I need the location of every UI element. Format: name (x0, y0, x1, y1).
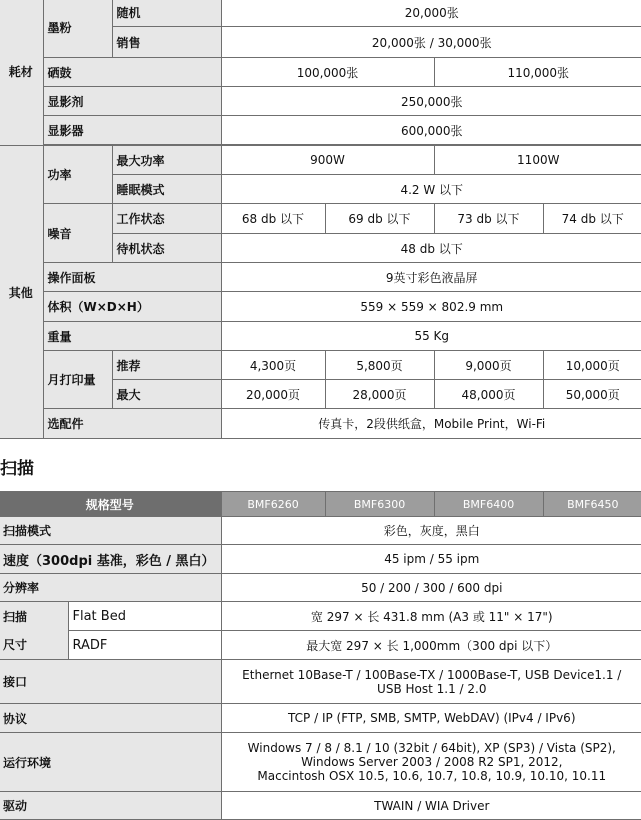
standby-label: 待机状态 (112, 234, 221, 263)
interface-line: Ethernet 10Base-T / 100Base-TX / 1000Base-T, USB Device1.1 / (242, 667, 622, 682)
panel-label: 操作面板 (43, 263, 221, 292)
weight-label: 重量 (43, 322, 221, 351)
bundled-label: 随机 (112, 0, 221, 27)
drum-value: 110,000张 (434, 58, 641, 87)
model-name: BMF6450 (543, 492, 641, 517)
os-label: 运行环境 (0, 733, 221, 792)
toner-label: 墨粉 (43, 0, 112, 58)
interface-value (221, 660, 641, 704)
working-label: 工作状态 (112, 204, 221, 234)
sleep-label: 睡眠模式 (112, 175, 221, 204)
max-value: 20,000页 (221, 380, 325, 409)
model-header: 规格型号 (0, 492, 221, 517)
flatbed-label: Flat Bed (68, 602, 221, 631)
radf-value: 最大宽 297 × 长 1,000mm（300 dpi 以下） (221, 631, 641, 660)
recommended-value: 5,800页 (325, 351, 434, 380)
model-name: BMF6400 (434, 492, 543, 517)
recommended-value: 4,300页 (221, 351, 325, 380)
volume-value: 559 × 559 × 802.9 mm (221, 292, 641, 322)
drum-label: 硒鼓 (43, 58, 221, 87)
panel-value: 9英寸彩色液晶屏 (221, 263, 641, 292)
developer-unit-value: 600,000张 (221, 116, 641, 145)
standby-value: 48 db 以下 (221, 234, 641, 263)
interface-label: 接口 (0, 660, 221, 704)
protocol-label: 协议 (0, 704, 221, 733)
developer-value: 250,000张 (221, 87, 641, 116)
max-power-label: 最大功率 (112, 146, 221, 175)
max-power-value: 900W (221, 146, 434, 175)
interface-line: USB Host 1.1 / 2.0 (377, 681, 487, 696)
power-label: 功率 (43, 146, 112, 204)
os-line: Maccintosh OSX 10.5, 10.6, 10.7, 10.8, 10.9, 10.10, 10.11 (257, 769, 607, 783)
max-value: 28,000页 (325, 380, 434, 409)
model-name: BMF6260 (221, 492, 325, 517)
drum-value: 100,000张 (221, 58, 434, 87)
scan-mode-value: 彩色，灰度，黑白 (221, 517, 641, 545)
working-value: 73 db 以下 (434, 204, 543, 234)
os-line: Windows Server 2003 / 2008 R2 SP1, 2012, (301, 755, 563, 769)
section-title-scan: 扫描 (0, 459, 34, 479)
recommended-value: 10,000页 (543, 351, 641, 380)
flatbed-value: 宽 297 × 长 431.8 mm (A3 或 11" × 17") (221, 602, 641, 631)
resolution-label: 分辨率 (0, 574, 221, 602)
scan-size-label: 尺寸 (0, 631, 68, 660)
volume-label: 体积（W×D×H） (43, 292, 221, 322)
radf-label: RADF (68, 631, 221, 660)
scan-speed-value: 45 ipm / 55 ipm (221, 545, 641, 574)
os-value (221, 733, 641, 792)
consumables-group-label: 耗材 (0, 0, 43, 146)
resolution-value: 50 / 200 / 300 / 600 dpi (221, 574, 641, 602)
spec-table-scan (0, 491, 641, 820)
working-value: 69 db 以下 (325, 204, 434, 234)
driver-label: 驱动 (0, 792, 221, 820)
developer-label: 显影剂 (43, 87, 221, 116)
monthly-label: 月打印量 (43, 351, 112, 409)
max-value: 48,000页 (434, 380, 543, 409)
protocol-value: TCP / IP (FTP, SMB, SMTP, WebDAV) (IPv4 / IPv6) (221, 704, 641, 733)
options-value: 传真卡，2段供纸盒，Mobile Print，Wi-Fi (221, 409, 641, 439)
max-label: 最大 (112, 380, 221, 409)
recommended-value: 9,000页 (434, 351, 543, 380)
sale-value: 20,000张 / 30,000张 (221, 27, 641, 58)
other-group-label: 其他 (0, 146, 43, 439)
options-label: 选配件 (43, 409, 221, 439)
recommended-label: 推荐 (112, 351, 221, 380)
max-power-value: 1100W (434, 146, 641, 175)
driver-value: TWAIN / WIA Driver (221, 792, 641, 820)
sleep-value: 4.2 W 以下 (221, 175, 641, 204)
os-line: Windows 7 / 8 / 8.1 / 10 (32bit / 64bit), XP (SP3) / Vista (SP2), (247, 741, 616, 755)
model-name: BMF6300 (325, 492, 434, 517)
scan-size-label: 扫描 (0, 602, 68, 631)
bundled-value: 20,000张 (221, 0, 641, 27)
weight-value: 55 Kg (221, 322, 641, 351)
working-value: 74 db 以下 (543, 204, 641, 234)
developer-unit-label: 显影器 (43, 116, 221, 145)
noise-label: 噪音 (43, 204, 112, 263)
scan-speed-label: 速度（300dpi 基准，彩色 / 黑白） (0, 545, 221, 574)
sale-label: 销售 (112, 27, 221, 58)
max-value: 50,000页 (543, 380, 641, 409)
working-value: 68 db 以下 (221, 204, 325, 234)
scan-mode-label: 扫描模式 (0, 517, 221, 545)
